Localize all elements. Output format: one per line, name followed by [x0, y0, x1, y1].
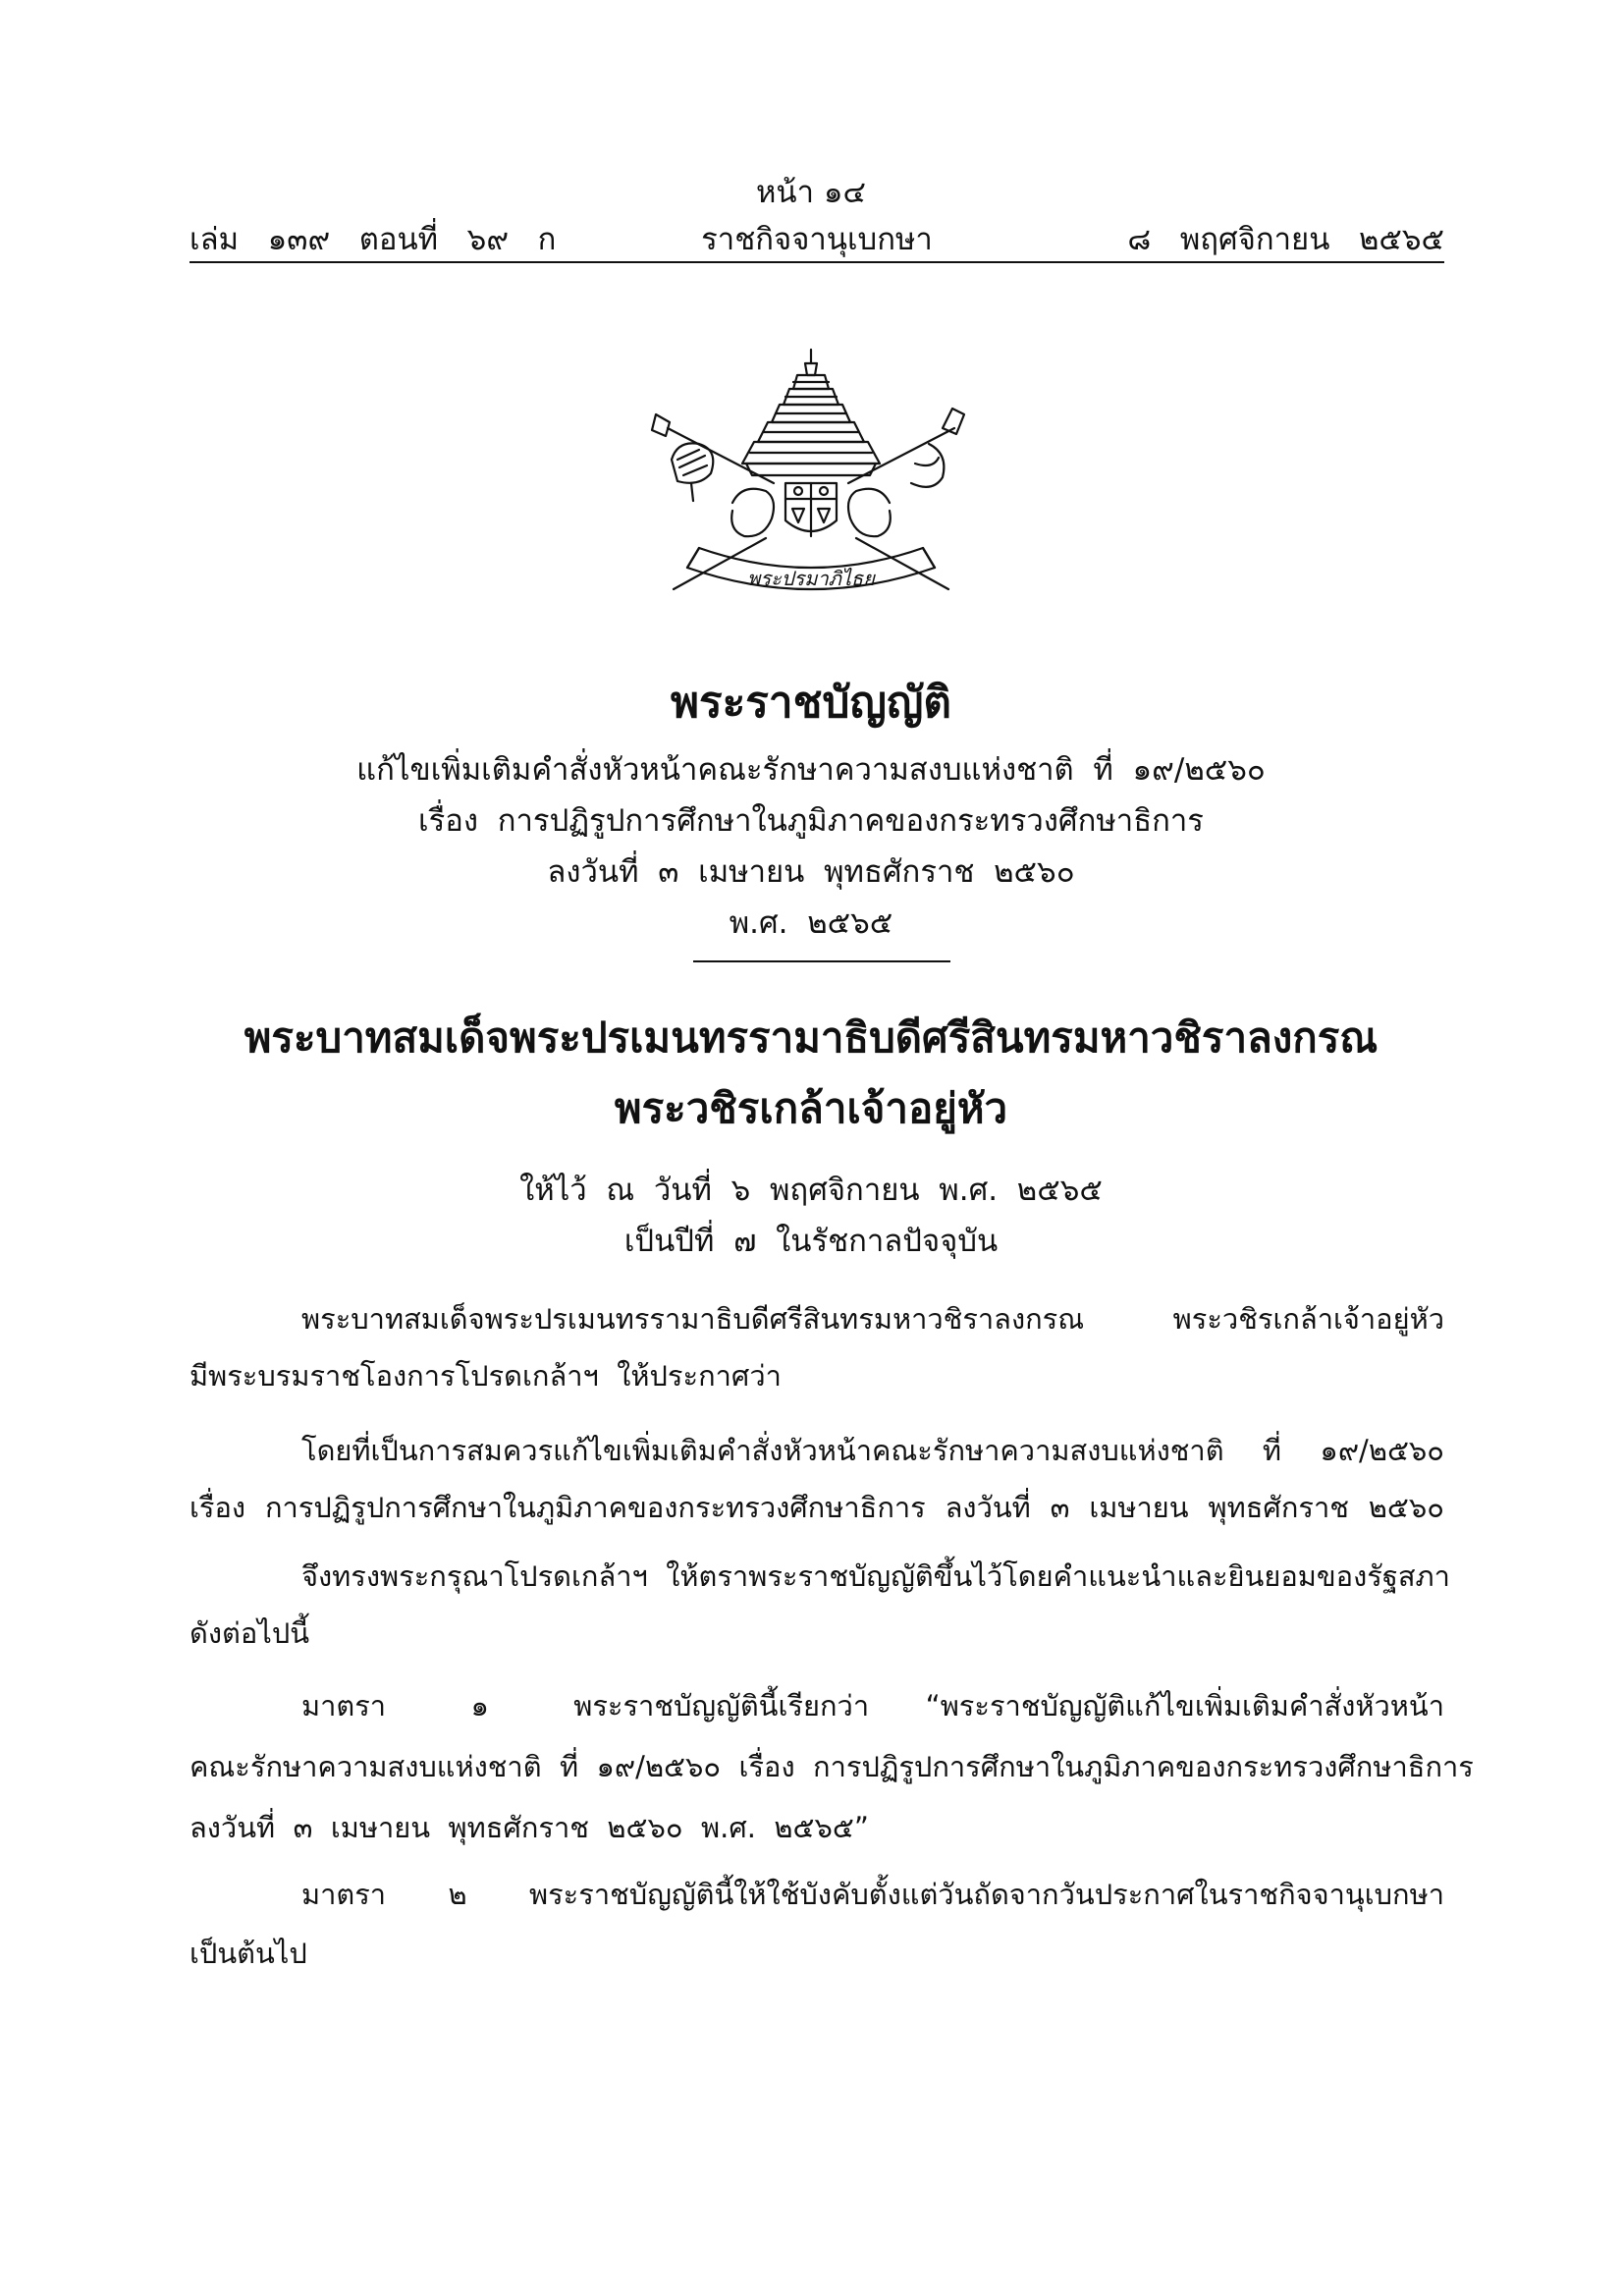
paragraph-3-line-2: ดังต่อไปนี้ [189, 1616, 310, 1650]
act-subtitle: แก้ไขเพิ่มเติมคำสั่งหัวหน้าคณะรักษาความสงบแห่งชาติ ที่ ๑๙/๒๕๖๐ [356, 752, 1266, 788]
section-2-line-1: มาตรา ๒ พระราชบัญญัตินี้ให้ใช้บังคับตั้งแต่วันถัดจากวันประกาศในราชกิจจานุเบกษา [301, 1878, 1444, 1911]
king-name-continued: พระวชิรเกล้าเจ้าอยู่หัว [614, 1084, 1008, 1132]
act-order-date: ลงวันที่ ๓ เมษายน พุทธศักราช ๒๕๖๐ [547, 854, 1075, 890]
reign-year: เป็นปีที่ ๗ ในรัชกาลปัจจุบัน [623, 1224, 999, 1259]
title-divider [693, 960, 950, 962]
royal-emblem-icon [648, 346, 974, 611]
header-row [189, 214, 1444, 259]
issue-date: ๘ พฤศจิกายน ๒๕๖๕ [1127, 222, 1444, 257]
section-1-line-2: คณะรักษาความสงบแห่งชาติ ที่ ๑๙/๒๕๖๐ เรื่อง การปฏิรูปการศึกษาในภูมิภาคของกระทรวงศึกษาธิการ [189, 1750, 1474, 1783]
page-number: หน้า ๑๔ [755, 175, 867, 210]
ribbon-text: พระปรมาภิไธย [747, 567, 875, 590]
paragraph-2-line-2: เรื่อง การปฏิรูปการศึกษาในภูมิภาคของกระทรวงศึกษาธิการ ลงวันที่ ๓ เมษายน พุทธศักราช ๒๕๖๐ [189, 1491, 1444, 1524]
act-title: พระราชบัญญัติ [671, 678, 951, 728]
paragraph-1-line-1: พระบาทสมเด็จพระปรเมนทรรามาธิบดีศรีสินทรมหาวชิราลงกรณ พระวชิรเกล้าเจ้าอยู่หัว [301, 1302, 1444, 1336]
gazette-name: ราชกิจจานุเบกษา [701, 222, 933, 257]
paragraph-3-line-1: จึงทรงพระกรุณาโปรดเกล้าฯ ให้ตราพระราชบัญญัติขึ้นไว้โดยคำแนะนำและยินยอมของรัฐสภา [301, 1559, 1450, 1593]
paragraph-2-line-1: โดยที่เป็นการสมควรแก้ไขเพิ่มเติมคำสั่งหัวหน้าคณะรักษาความสงบแห่งชาติ ที่ ๑๙/๒๕๖๐ [301, 1434, 1444, 1467]
section-1-line-3: ลงวันที่ ๓ เมษายน พุทธศักราช ๒๕๖๐ พ.ศ. ๒๕๖๕” [189, 1811, 869, 1844]
given-date: ให้ไว้ ณ วันที่ ๖ พฤศจิกายน พ.ศ. ๒๕๖๕ [519, 1173, 1103, 1208]
section-1-line-1: มาตรา ๑ พระราชบัญญัตินี้เรียกว่า “พระราชบัญญัติแก้ไขเพิ่มเติมคำสั่งหัวหน้า [301, 1689, 1444, 1722]
paragraph-1-line-2: มีพระบรมราชโองการโปรดเกล้าฯ ให้ประกาศว่า [189, 1359, 782, 1393]
section-2-line-2: เป็นต้นไป [189, 1937, 307, 1970]
act-year: พ.ศ. ๒๕๖๕ [729, 905, 893, 941]
act-subject: เรื่อง การปฏิรูปการศึกษาในภูมิภาคของกระทรวงศึกษาธิการ [418, 803, 1204, 839]
header-divider [189, 261, 1444, 263]
king-name: พระบาทสมเด็จพระปรเมนทรรามาธิบดีศรีสินทรมหาวชิราลงกรณ [243, 1013, 1379, 1062]
volume-issue: เล่ม ๑๓๙ ตอนที่ ๖๙ ก [189, 222, 557, 257]
